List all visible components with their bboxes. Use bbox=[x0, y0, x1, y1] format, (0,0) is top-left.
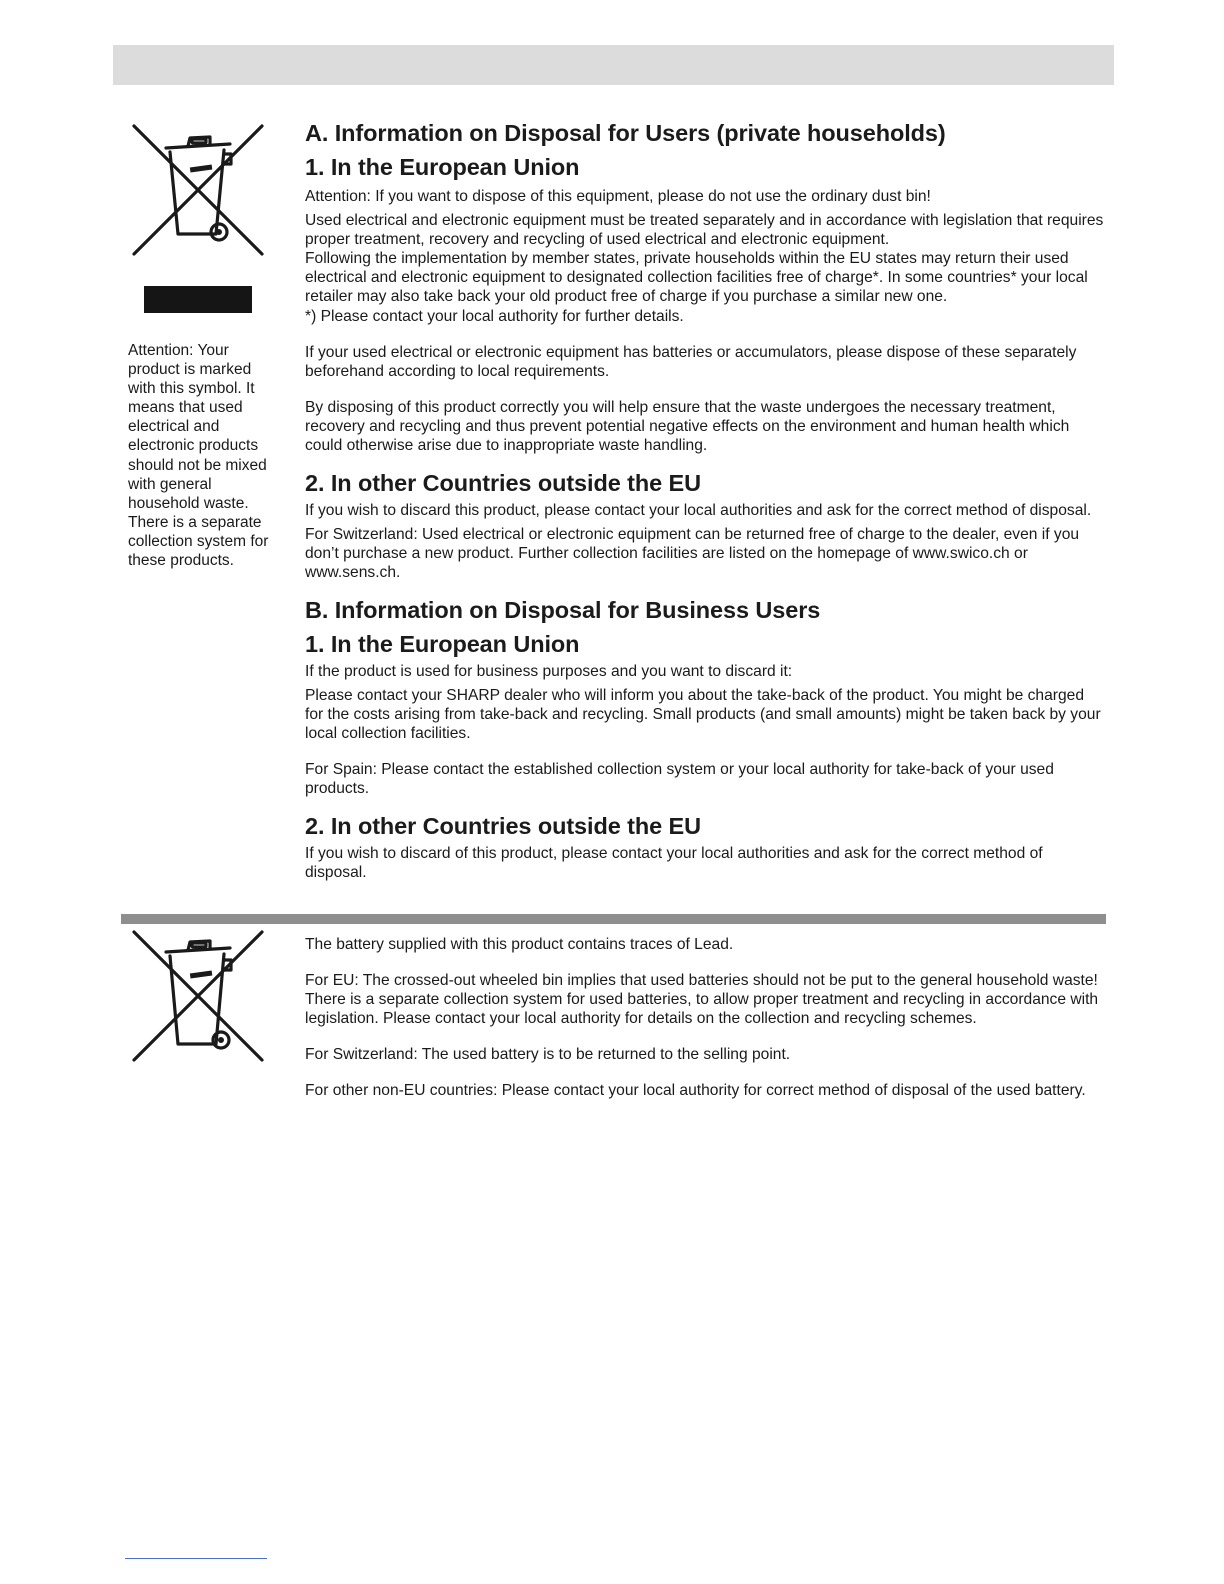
symbol-bar bbox=[144, 286, 252, 313]
section-a-eu-para1-line3: *) Please contact your local authority for further details. bbox=[305, 307, 684, 325]
section-b-eu-para2: Please contact your SHARP dealer who will inform you about the take-back of the product. You might be charged for the costs arising from take-back and recycling. Small products (and small amounts) might be taken back by your local collection facilities. bbox=[305, 686, 1101, 742]
section-a-eu-para2: If your used electrical or electronic equipment has batteries or accumulators, please dispose of these separately beforehand according to local requirements. bbox=[305, 343, 1077, 380]
section-a-other-para1: If you wish to discard this product, please contact your local authorities and ask for the correct method of disposal. bbox=[305, 502, 1092, 520]
battery-para4: For other non-EU countries: Please contact your local authority for correct method of disposal of the used battery. bbox=[305, 1082, 1086, 1100]
crossed-out-wheeled-bin-icon bbox=[128, 120, 268, 260]
battery-para3: For Switzerland: The used battery is to be returned to the selling point. bbox=[305, 1046, 791, 1064]
section-a-eu-para1-line1: Used electrical and electronic equipment must be treated separately and in accordance with legislation that requires proper treatment, recovery and recycling of used electrical and electronic equipment. bbox=[305, 212, 1104, 249]
header-band bbox=[113, 45, 1114, 85]
battery-symbol-column bbox=[128, 926, 278, 1071]
section-a-eu-attention: Attention: If you want to dispose of this equipment, please do not use the ordinary dust bin! bbox=[305, 188, 931, 205]
section-a-other-para2: For Switzerland: Used electrical or electronic equipment can be returned free of charge to the dealer, even if you don’t purchase a new product. Further collection facilities are listed on the homepage of www.swico.ch or www.sens.ch. bbox=[305, 526, 1080, 582]
section-b-eu-para3: For Spain: Please contact the established collection system or your local authority for take-back of your used products. bbox=[305, 760, 1054, 797]
section-a-eu-para1-line2: Following the implementation by member states, private households within the EU states may return their used electrical and electronic equipment to designated collection facilities free of charge*. In some countries* your local retailer may also take back your old product free of charge if you purchase a similar new one. bbox=[305, 250, 1088, 306]
section-b-other-heading: 2. In other Countries outside the EU bbox=[305, 813, 701, 840]
section-a-other-heading: 2. In other Countries outside the EU bbox=[305, 470, 701, 497]
battery-crossed-out-bin-icon bbox=[128, 926, 268, 1066]
battery-para1: The battery supplied with this product contains traces of Lead. bbox=[305, 936, 734, 953]
side-note: Attention: Your product is marked with this symbol. It means that used electrical and electronic products should not be mixed with general household waste. There is a separate collection system for these products. bbox=[128, 342, 269, 570]
weee-symbol-column bbox=[128, 120, 278, 570]
disposal-info bbox=[305, 118, 1105, 882]
battery-info bbox=[305, 935, 1105, 1101]
section-a-eu-heading: 1. In the European Union bbox=[305, 154, 580, 180]
section-b-other-para1: If you wish to discard of this product, please contact your local authorities and ask for the correct method of disposal. bbox=[305, 845, 1043, 882]
battery-para2: For EU: The crossed-out wheeled bin implies that used batteries should not be put to the general household waste! There is a separate collection system for used batteries, to allow proper treatment and recycling in accordance with legislation. Please contact your local authority for details on the collection and recycling schemes. bbox=[305, 972, 1099, 1028]
footer-rule bbox=[125, 1558, 267, 1559]
section-a-eu-para3: By disposing of this product correctly you will help ensure that the waste undergoes the necessary treatment, recovery and recycling and thus prevent potential negative effects on the environment and human health which could otherwise arise due to inappropriate waste handling. bbox=[305, 398, 1070, 455]
section-divider bbox=[121, 914, 1106, 924]
section-b-eu-para1: If the product is used for business purposes and you want to discard it: bbox=[305, 662, 793, 680]
section-b-title: B. Information on Disposal for Business Users bbox=[305, 596, 821, 623]
section-b-eu-heading: 1. In the European Union bbox=[305, 630, 580, 657]
section-a-title: A. Information on Disposal for Users (private households) bbox=[305, 120, 946, 146]
